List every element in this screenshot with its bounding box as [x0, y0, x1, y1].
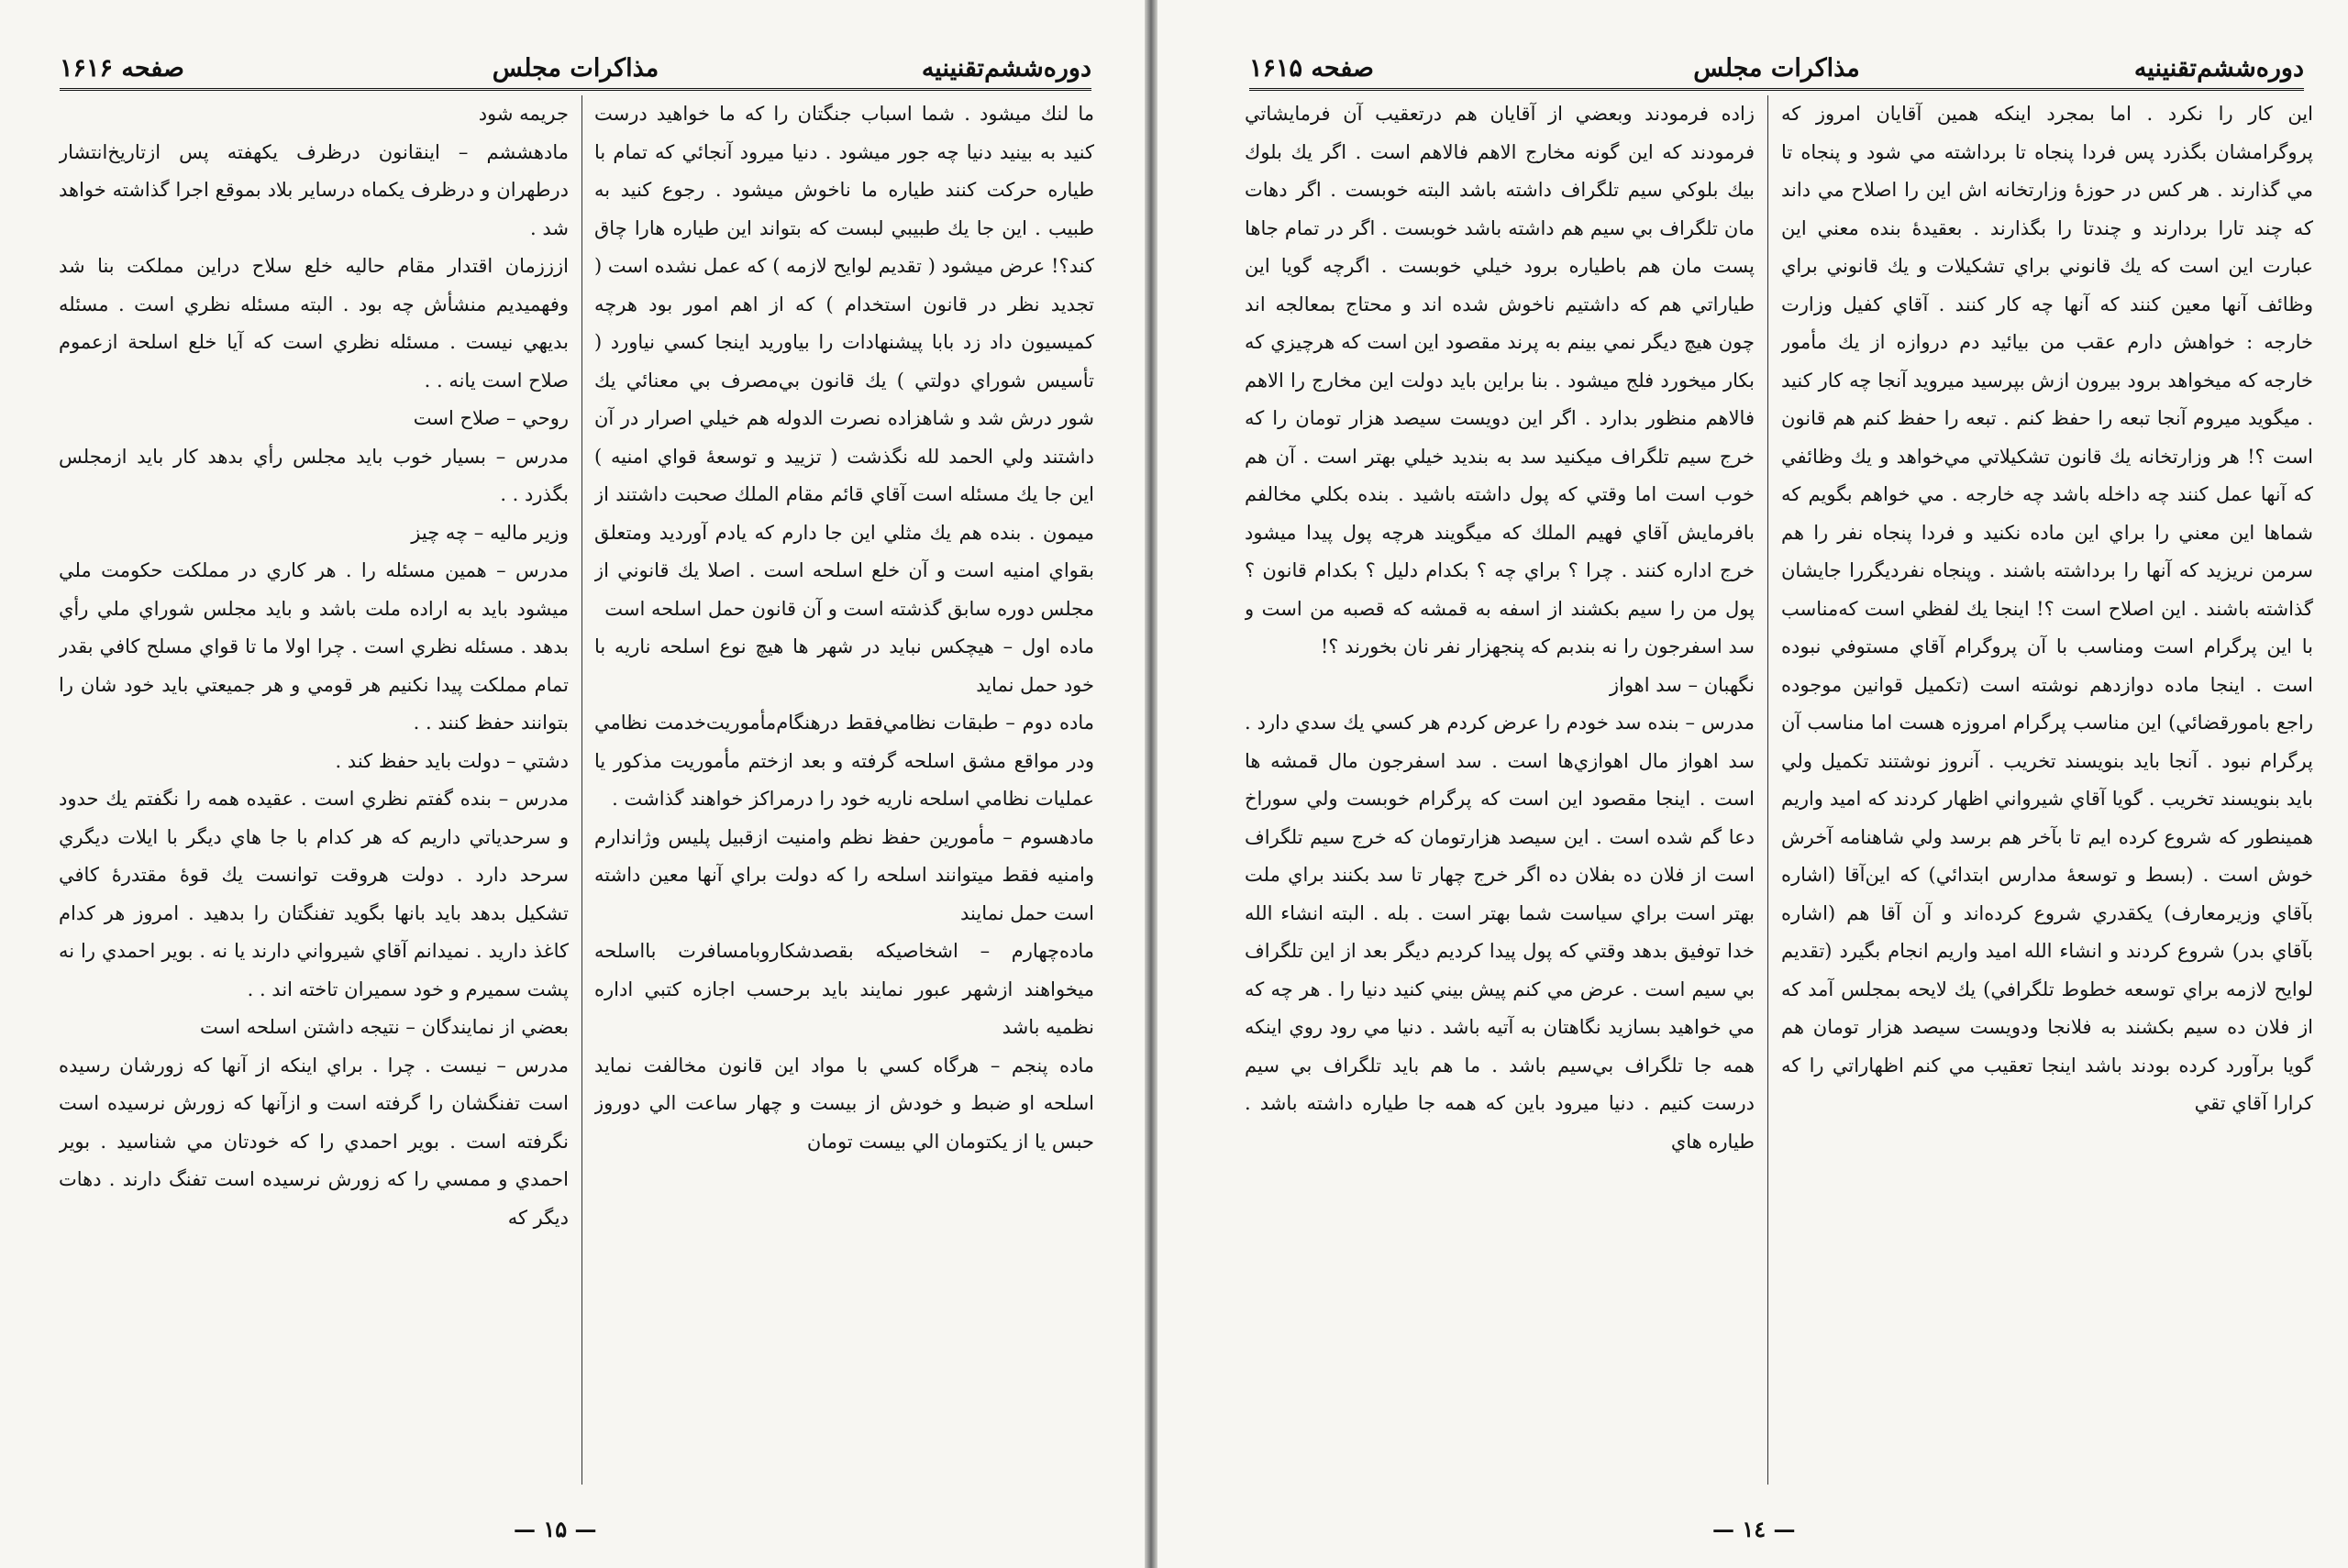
session-label: دوره‌ششم‌تقنینیه [921, 54, 1091, 83]
page-folio: — ۱۵ — [514, 1516, 597, 1542]
paragraph: جريمه شود [478, 103, 569, 125]
running-title: مذاكرات مجلس [492, 54, 659, 83]
text-column-right [1781, 95, 2313, 1489]
paragraph: وزير ماليه – چه چيز [411, 521, 569, 544]
running-title: مذاكرات مجلس [1693, 54, 1860, 83]
article-5: ماده پنجم – هرگاه كسي با مواد اين قانون مخالفت نمايد اسلحه او ضبط و خودش از بيست و چهار ساعت الي دوروز حبس يا از يكتومان الي بيست تومان [594, 1054, 1094, 1153]
paragraph: زاده فرمودند وبعضي از آقايان هم درتعقيب آن فرمايشاتي فرمودند كه اين گونه مخارج الاهم فالاهم است . اگر يك بلوك بيك بلوكي سيم تلگراف داشته باشد البته خوبست . اگر دهات مان تلگراف بي سيم هم داشته باشد خوبست . اگر در تمام جاها پست مان هم باطياره برود خيلي خوبست . اگرچه گويا اين طياراتي هم كه داشتيم ناخوش شده اند و محتاج بمعالجه اند چون هيچ ديگر نمي بينم به پرند مقصود اين است كه هرچيزي كه بكار ميخورد فلج ميشود . بنا براين بايد دولت اين مخارج را الاهم فالاهم منظور بدارد . اگر اين دويست سيصد هزار تومان را كه خرج سيم تلگراف ميكنيد سد به بنديد خيلي بهتر است . آن هم خوب است اما وقتي كه پول داشته باشيد . بنده بكلي مخالفم بافرمايش آقاي فهيم الملك كه ميگويند هرچه پول پيدا ميشود خرج اداره كنند . چرا ؟ براي چه ؟ بكدام دليل ؟ بكدام قانون ؟ پول من را سيم بكشند از اسفه به قمشه كه قصبه من است و سد اسفرجون را نه بندبم كه پنجهزار نفر نان بخورند ؟! [1245, 103, 1755, 657]
paragraph: نگهبان – سد اهواز [1609, 673, 1755, 696]
paragraph: مدرس – نيست . چرا . براي اينكه از آنها كه زورشان رسيده است تفنگشان را گرفته است و ازآنها كه زورش نرسيده است نگرفته است . بوير احمدي را كه خودتان مي شناسيد . بوير احمدي و ممسي را كه زورش نرسيده است تفنگ دارند . دهات ديگر كه [59, 1054, 569, 1229]
paragraph: مدرس – بنده گفتم نظري است . عقيده همه را نگفتم يك حدود و سرحدياتي داريم كه هر كدام با جا هاي ديگر با ايلات ديگري سرحد دارد . دولت هروقت توانست يك قوهٔ مقتدرهٔ كافي تشكيل بدهد بايد بانها بگويد تفنگتان را بدهيد . امروز هر كدام كاغذ داريد . نميدانم آقاي شيرواني دارند يا نه . بوير احمدي را نه پشت سميرم و خود سميران تاخته اند . . [59, 788, 569, 1000]
text-column-left [59, 95, 569, 1489]
paragraph: بعضي از نمايندگان – نتيجه داشتن اسلحه است [200, 1016, 569, 1038]
book-gutter [1145, 0, 1157, 1568]
paragraph: روحي – صلاح است [413, 407, 569, 429]
paragraph: اين كار را نكرد . اما بمجرد اينكه همين آقايان امروز كه پروگرامشان بگذرد پس فردا پنجاه تا برداشته مي شود و پنجاه تا مي گذارند . هر كس در حوزهٔ وزارتخانه اش اين را اصلاح مي داند كه چند تارا بردارند و چندتا را بگذارند . بعقيدهٔ بنده معني اين عبارت اين است كه يك قانوني براي تشكيلات و يك قانوني براي وظائف آنها معين كنند كه آنها چه كار كنند . آقاي كفيل وزارت خارجه : خواهش دارم عقب من بيائيد دم دروازه از يك مأمور خارجه كه ميخواهد برود بيرون ازش بپرسيد ميرويد آنجا چه كار كنيد . ميگويد ميروم آنجا تبعه را حفظ كنم . تبعه را حفظ كنم هم قانون است ؟! هر وزارتخانه يك قانون تشكيلاتي مي‌خواهد و يك وظائفي كه آنها عمل كنند چه داخله باشد چه خارجه . مي خواهم بگويم كه شماها اين معني را براي اين ماده نكنيد و فردا پنجاه نفر را هم سرمن نريزيد كه آنها را برداشته باشند . وپنجاه نفرديگررا جايشان گذاشته باشند . اين اصلاح است ؟! اينجا يك لفظي است كه‌مناسب با اين پرگرام است ومناسب با آن پروگرام آقاي مستوفي نبوده است . اينجا ماده دوازدهم نوشته است (تكميل قوانين موجوده راجع بامورقضائي) اين مناسب پرگرام امروزه هست اما مناسب آن پرگرام نبود . آنجا بايد بنويسند تخريب . آنروز نوشتند تكميل ولي بايد بنويسند تخريب . گويا آقاي شيرواني اظهار كردند كه اميد واريم همينطور كه شروع كرده ايم تا بآخر هم برسد ولي شاهنامه آخرش خوش است . (بسط و توسعهٔ مدارس ابتدائي) كه اين‌آقا (اشاره بآقاي وزيرمعارف) يكقدري شروع كرده‌اند و آن آقا هم (اشاره بآقاي بدر) شروع كردند و انشاء الله اميد واريم انجام بگيرد (تقديم لوايح لازمه براي توسعه خطوط تلگرافي) يك لايحه بمجلس آمد كه از فلان ده سيم بكشند به فلانجا ودويست سيصد هزار تومان هم گويا برآورد كرده بودند باشد اينجا تعقيب مي كنم اظهاراتي را كه كرارا آقاي تقي [1781, 103, 2313, 1114]
article-3: مادهسوم – مأمورين حفظ نظم وامنيت ازقبيل پليس وژاندارم وامنيه فقط ميتوانند اسلحه را كه دولت براي آنها معين داشته است حمل نمايند [594, 825, 1094, 924]
article-4: ماده‌چهارم – اشخاصيكه بقصدشكاروبامسافرت بااسلحه ميخواهند ازشهر عبور نمايند بايد برحسب اجازه كتبي اداره نظميه باشد [594, 940, 1094, 1038]
session-label: دوره‌ششم‌تقنینیه [2133, 54, 2304, 83]
paragraph: مدرس – همين مسئله را . هر كاري در مملكت حكومت ملي ميشود بايد به اراده ملت باشد و بايد مجلس شوراي ملي رأي بدهد . مسئله نظري است . چرا اولا ما تا قواي مسلح كافي بقدر تمام مملكت پيدا نكنيم هر قومي و هر جميعتي بايد خود شان را بتوانند حفظ كنند . . [59, 559, 569, 734]
page-folio: — ۱٤ — [1712, 1516, 1796, 1542]
page-number-label: صفحه ۱۶۱۵ [1249, 54, 1374, 83]
article-2: ماده دوم – طبقات نظامي‌فقط درهنگام‌مأموريت‌خدمت نظامي ودر مواقع مشق اسلحه گرفته و بعد ازختم مأموريت مذكور يا عمليات نظامي اسلحه ناريه خود را درمراكز خواهند گذاشت . [594, 712, 1094, 810]
page-number-label: صفحه ۱۶۱۶ [60, 54, 184, 83]
paragraph: ازززمان اقتدار مقام حاليه خلع سلاح دراين مملكت بنا شد وفهميديم منشأش چه بود . البته مسئله نظري است . مسئله بديهي نيست . مسئله نظري است كه آيا خلع اسلحة ازعموم صلاح است يانه . . [59, 255, 569, 392]
text-column-right [594, 95, 1094, 1489]
paragraph: مادهششم – اينقانون درظرف يكهفته پس ازتاريخ‌انتشار درطهران و درظرف يكماه درساير بلاد بموقع اجرا گذاشته خواهد شد . [59, 140, 569, 239]
text-column-left [1245, 95, 1755, 1489]
paragraph: ما لنك ميشود . شما اسباب جنگتان را كه ما خواهيد درست كنيد به بينيد دنيا چه جور ميشود . دنيا ميرود آنجائي كه تمام با طياره حركت كنند طياره ما ناخوش ميشود . رجوع كنيد به طبيب . اين جا يك طبيبي لبست كه بتواند اين طياره هارا چاق كند؟! عرض ميشود ( تقديم لوايح لازمه ) كه عمل نشده است ( تجديد نظر در قانون استخدام ) كه از اهم امور بود هرچه كميسيون داد زد بابا پيشنهادات را بياوريد اينجا كسي نياورد ( تأسيس شوراي دولتي ) يك قانون بي‌مصرف بي معنائي يك شور درش شد و شاهزاده نصرت الدوله هم خيلي اصرار در آن داشتند ولي الحمد لله نگذشت ( تزييد و توسعهٔ قواي امنيه ) اين جا يك مسئله است آقاي قائم مقام الملك صحبت داشتند از ميمون . بنده هم يك مثلي اين جا دارم كه يادم آورديد ومتعلق بقواي امنيه است و آن خلع اسلحه است . اصلا يك قانوني از مجلس دوره سابق گذشته است و آن قانون حمل اسلحه است [594, 103, 1094, 620]
paragraph: مدرس – بنده سد خودم را عرض كردم هر كسي يك سدي دارد . سد اهواز مال اهوازي‌ها است . سد اسفرجون مال قمشه ها است . اينجا مقصود اين است كه پرگرام خوبست ولي سوراخ دعا گم شده است . اين سيصد هزارتومان كه خرج سيم تلگراف است از فلان ده بفلان ده اگر خرج چهار تا سد بكنند براي ملت بهتر است براي سياست شما بهتر است . بله . البته انشاء الله خدا توفيق بدهد وقتي كه پول پيدا كرديم ديگر بعد از اين تلگراف بي سيم است . عرض مي كنم پيش بيني كنيد دنيا را . هر چه كه مي خواهيد بسازيد نگاهتان به آتيه باشد . دنيا مي رود روي اينكه همه جا تلگراف بي‌سيم باشد . ما هم بايد تلگراف بي سيم درست كنيم . دنيا ميرود باين كه همه جا طياره داشته باشد . طياره هاي [1245, 712, 1755, 1153]
page-1615 [1157, 0, 2348, 1568]
paragraph: مدرس – بسيار خوب بايد مجلس رأي بدهد كار بايد ازمجلس بگذرد . . [59, 445, 569, 505]
page-1616 [0, 0, 1145, 1568]
article-1: ماده اول – هيچكس نبايد در شهر ها هيچ نوع اسلحه ناريه با خود حمل نمايد [594, 635, 1094, 696]
column-divider [581, 95, 582, 1485]
column-divider [1767, 95, 1768, 1485]
page-header [1249, 42, 2304, 91]
page-header [60, 42, 1091, 91]
paragraph: دشتي – دولت بايد حفظ كند . [335, 749, 569, 772]
